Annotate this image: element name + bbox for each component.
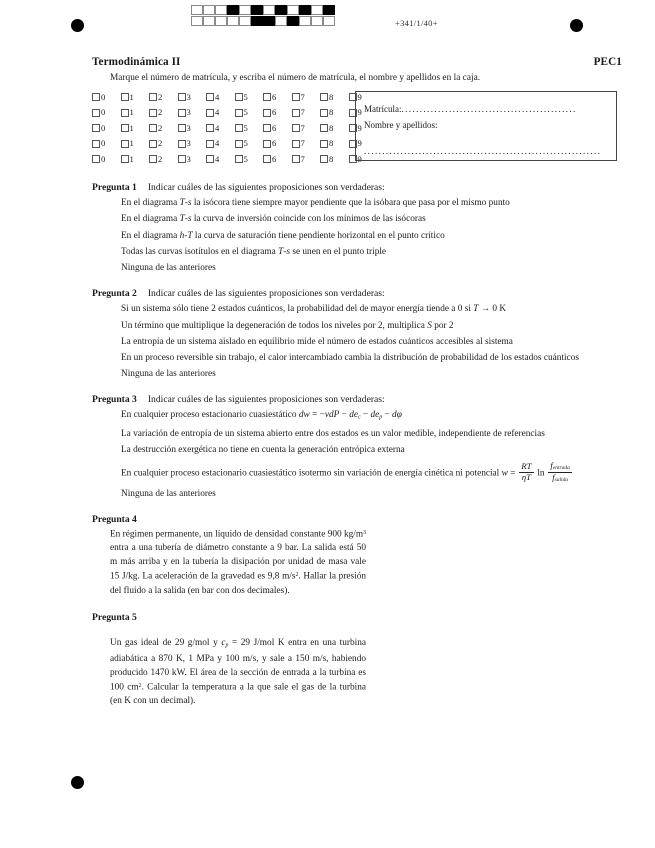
nombre-label: Nombre y apellidos: (364, 120, 438, 130)
question-3 (92, 394, 622, 500)
barcode-cell (251, 5, 263, 15)
matricula-label: Matrícula: (364, 104, 402, 114)
digit-label: 1 (129, 91, 134, 102)
matricula-digit-row (92, 106, 377, 120)
checkbox-icon[interactable] (121, 140, 129, 148)
checkbox-icon[interactable] (92, 124, 100, 132)
digit-label: 8 (329, 138, 334, 149)
identification-box (355, 91, 617, 161)
matricula-digit-6[interactable] (263, 93, 292, 102)
digit-label: 9 (357, 153, 362, 164)
barcode-cell (239, 5, 251, 15)
matricula-digit-2[interactable] (149, 93, 178, 102)
digit-label: 2 (158, 107, 163, 118)
matricula-digit-0[interactable] (92, 139, 121, 148)
matricula-digit-3[interactable] (178, 108, 207, 117)
barcode-cell (299, 5, 311, 15)
matricula-digit-7[interactable] (292, 124, 321, 133)
option[interactable]: Ninguna de las anteriores (121, 488, 216, 499)
barcode-cell (203, 16, 215, 26)
digit-label: 3 (186, 153, 191, 164)
checkbox-icon[interactable] (263, 109, 271, 117)
barcode-cell (191, 16, 203, 26)
digit-label: 8 (329, 153, 334, 164)
matricula-digit-3[interactable] (178, 124, 207, 133)
digit-label: 9 (357, 91, 362, 102)
matricula-digit-5[interactable] (235, 139, 264, 148)
barcode-row (191, 16, 335, 26)
barcode-cell (239, 16, 251, 26)
matricula-digit-2[interactable] (149, 155, 178, 164)
digit-label: 8 (329, 122, 334, 133)
digit-label: 0 (101, 107, 106, 118)
checkbox-icon[interactable] (292, 109, 300, 117)
checkbox-icon[interactable] (235, 155, 243, 163)
instruction-text: Marque el número de matrícula, y escriba el número de matrícula, el nombre y apellidos en la caja. (110, 73, 481, 83)
digit-label: 3 (186, 122, 191, 133)
matricula-digit-1[interactable] (121, 93, 150, 102)
option[interactable]: Si un sistema sólo tiene 2 estados cuánticos, la probabilidad del de mayor energía tiende a 0 si T → 0 K (121, 304, 507, 315)
question-5-label: Pregunta 5 (92, 612, 137, 624)
checkbox-icon[interactable] (263, 93, 271, 101)
identification-block (92, 90, 622, 168)
option[interactable]: Un término que multiplique la degeneración de todos los niveles por 2, multiplica S por 2 (121, 320, 454, 331)
digit-label: 3 (186, 138, 191, 149)
matricula-digit-7[interactable] (292, 93, 321, 102)
digit-label: 1 (129, 122, 134, 133)
digit-label: 2 (158, 122, 163, 133)
checkbox-icon[interactable] (263, 140, 271, 148)
digit-label: 4 (215, 122, 220, 133)
checkbox-icon[interactable] (92, 155, 100, 163)
option[interactable]: La variación de entropía de un sistema abierto entre dos estados es un valor medible, independiente de referencias (121, 428, 545, 439)
digit-label: 9 (357, 107, 362, 118)
checkbox-icon[interactable] (292, 155, 300, 163)
checkbox-icon[interactable] (320, 124, 328, 132)
matricula-digit-7[interactable] (292, 108, 321, 117)
checkbox-icon[interactable] (206, 109, 214, 117)
digit-label: 7 (300, 153, 305, 164)
barcode-cell (287, 5, 299, 15)
matricula-digit-5[interactable] (235, 108, 264, 117)
matricula-digit-8[interactable] (320, 93, 349, 102)
barcode (191, 5, 335, 27)
digit-label: 3 (186, 107, 191, 118)
matricula-digit-7[interactable] (292, 155, 321, 164)
question-1-label: Pregunta 1 (92, 182, 137, 193)
matricula-digit-1[interactable] (121, 124, 150, 133)
question-3-label: Pregunta 3 (92, 394, 137, 406)
checkbox-icon[interactable] (178, 155, 186, 163)
barcode-cell (215, 16, 227, 26)
barcode-cell (263, 5, 275, 15)
option[interactable]: La destrucción exergética no tiene en cuenta la generación entrópica externa (121, 445, 405, 456)
checkbox-icon[interactable] (206, 124, 214, 132)
digit-label: 5 (243, 107, 248, 118)
checkbox-icon[interactable] (121, 124, 129, 132)
digit-label: 8 (329, 91, 334, 102)
checkbox-icon[interactable] (149, 93, 157, 101)
matricula-digit-1[interactable] (121, 108, 150, 117)
matricula-digit-6[interactable] (263, 155, 292, 164)
question-1-header (92, 182, 622, 193)
question-3-header (92, 394, 622, 405)
matricula-digit-5[interactable] (235, 124, 264, 133)
matricula-digit-8[interactable] (320, 139, 349, 148)
checkbox-icon[interactable] (235, 124, 243, 132)
matricula-digit-4[interactable] (206, 93, 235, 102)
question-1 (92, 182, 622, 274)
checkbox-icon[interactable] (320, 109, 328, 117)
option[interactable]: Ninguna de las anteriores (121, 369, 216, 380)
checkbox-icon[interactable] (206, 93, 214, 101)
matricula-digit-row (92, 137, 377, 151)
matricula-digit-5[interactable] (235, 155, 264, 164)
question-4-label: Pregunta 4 (92, 514, 137, 526)
digit-label: 9 (357, 138, 362, 149)
barcode-cell (275, 16, 287, 26)
matricula-digit-3[interactable] (178, 93, 207, 102)
matricula-digit-4[interactable] (206, 124, 235, 133)
digit-label: 9 (357, 122, 362, 133)
question-2-header (92, 288, 622, 299)
matricula-digit-row (92, 90, 377, 104)
matricula-digit-3[interactable] (178, 155, 207, 164)
exam-code: PEC1 (593, 56, 622, 68)
question-5 (92, 612, 622, 709)
checkbox-icon[interactable] (92, 109, 100, 117)
checkbox-icon[interactable] (178, 124, 186, 132)
question-2-options (92, 303, 622, 380)
digit-label: 5 (243, 91, 248, 102)
matricula-digit-8[interactable] (320, 124, 349, 133)
digit-label: 7 (300, 138, 305, 149)
question-3-options (92, 409, 622, 500)
digit-label: 5 (243, 122, 248, 133)
digit-label: 2 (158, 138, 163, 149)
matricula-digit-6[interactable] (263, 124, 292, 133)
checkbox-icon[interactable] (178, 140, 186, 148)
matricula-line (364, 101, 608, 117)
checkbox-icon[interactable] (149, 109, 157, 117)
matricula-digit-0[interactable] (92, 155, 121, 164)
option[interactable]: En cualquier proceso estacionario cuasiestático isotermo sin variación de energía cinética ni potencial w = $\frac{RT}{\eta T}$ ln $\frac{f_{entrada}}{f_{salida}}$ (121, 459, 570, 483)
checkbox-icon[interactable] (206, 140, 214, 148)
matricula-digit-6[interactable] (263, 139, 292, 148)
checkbox-icon[interactable] (235, 93, 243, 101)
barcode-cell (311, 5, 323, 15)
barcode-cell (263, 16, 275, 26)
title-row (92, 56, 622, 68)
checkbox-icon[interactable] (320, 155, 328, 163)
digit-label: 6 (272, 122, 277, 133)
barcode-cell (227, 5, 239, 15)
option[interactable]: La entropía de un sistema aislado en equilibrio mide el número de estados cuánticos accesibles al sistema (121, 336, 513, 347)
checkbox-icon[interactable] (121, 109, 129, 117)
option[interactable]: En el diagrama T-s la isócora tiene siempre mayor pendiente que la isóbara que pasa por el mismo punto (121, 198, 510, 208)
question-4-text: En régimen permanente, un líquido de densidad constante 900 $kg/m^3$ entra a una tubería de diámetro constante a 9 bar. La salida está 50 m más arriba y en la tubería la disipación por unidad de masa vale 15 J/kg. La aceleración de la gravedad es 9,8 $m/s^2$. Hallar la presión del fluido a la salida (en bar con dos decimales). (110, 529, 366, 596)
checkbox-icon[interactable] (92, 93, 100, 101)
checkbox-icon[interactable] (263, 155, 271, 163)
registration-mark-top-left (71, 19, 84, 32)
barcode-cell (227, 16, 239, 26)
digit-label: 6 (272, 107, 277, 118)
checkbox-icon[interactable] (121, 155, 129, 163)
barcode-row (191, 5, 335, 15)
checkbox-icon[interactable] (292, 140, 300, 148)
digit-label: 4 (215, 138, 220, 149)
option[interactable]: En un proceso reversible sin trabajo, el calor intercambiado cambia la distribución de probabilidad de los estados cuánticos (121, 353, 579, 364)
question-3-prompt: Indicar cuáles de las siguientes proposiciones son verdaderas: (147, 394, 385, 406)
digit-label: 5 (243, 153, 248, 164)
digit-label: 2 (158, 91, 163, 102)
digit-label: 3 (186, 91, 191, 102)
question-4 (92, 514, 622, 598)
page-code: +341/1/40+ (395, 18, 438, 28)
checkbox-icon[interactable] (320, 93, 328, 101)
checkbox-icon[interactable] (235, 109, 243, 117)
barcode-cell (311, 16, 323, 26)
checkbox-icon[interactable] (121, 93, 129, 101)
option[interactable]: Ninguna de las anteriores (121, 263, 216, 274)
matricula-digit-4[interactable] (206, 139, 235, 148)
digit-label: 6 (272, 138, 277, 149)
matricula-digit-0[interactable] (92, 93, 121, 102)
content-column (92, 56, 622, 709)
matricula-digit-0[interactable] (92, 124, 121, 133)
digit-label: 0 (101, 138, 106, 149)
checkbox-icon[interactable] (149, 140, 157, 148)
question-5-text: Un gas ideal de 29 g/mol y $c_p = 29$ J/mol K entra en una turbina adiabática a 870 K, 1 MPa y 100 m/s, y sale a 150 m/s, habiendo producido 1470 kW. El área de la sección de entrada a la turbina es 100 $cm^2$. Calcular la temperatura a la que sale el gas de la turbina (en K con un decimal). (110, 638, 367, 707)
checkbox-icon[interactable] (149, 155, 157, 163)
nombre-dots[interactable]: ................................................................. (364, 146, 602, 156)
digit-label: 4 (215, 107, 220, 118)
digit-label: 6 (272, 91, 277, 102)
barcode-cell (203, 5, 215, 15)
digit-label: 7 (300, 91, 305, 102)
digit-label: 4 (215, 91, 220, 102)
option[interactable]: En cualquier proceso estacionario cuasiestático dw = $-vdP - de_c - de_p - d\varphi$ (121, 410, 402, 421)
checkbox-icon[interactable] (292, 124, 300, 132)
question-2-label: Pregunta 2 (92, 288, 137, 300)
digit-label: 8 (329, 107, 334, 118)
matricula-digit-0[interactable] (92, 108, 121, 117)
matricula-digit-1[interactable] (121, 155, 150, 164)
digit-label: 0 (101, 122, 106, 133)
checkbox-icon[interactable] (178, 109, 186, 117)
barcode-cell (287, 16, 299, 26)
barcode-cell (215, 5, 227, 15)
matricula-digit-6[interactable] (263, 108, 292, 117)
matricula-digit-7[interactable] (292, 139, 321, 148)
checkbox-icon[interactable] (206, 155, 214, 163)
checkbox-icon[interactable] (235, 140, 243, 148)
digit-label: 1 (129, 153, 134, 164)
barcode-cell (299, 16, 311, 26)
matricula-digit-row (92, 121, 377, 135)
digit-label: 6 (272, 153, 277, 164)
matricula-digit-3[interactable] (178, 139, 207, 148)
checkbox-icon[interactable] (92, 140, 100, 148)
barcode-cell (323, 5, 335, 15)
matricula-digit-4[interactable] (206, 155, 235, 164)
option[interactable]: En el diagrama h-T la curva de saturación tiene pendiente horizontal en el punto crítico (121, 230, 445, 241)
question-2-prompt: Indicar cuáles de las siguientes proposiciones son verdaderas: (147, 288, 385, 300)
digit-label: 0 (101, 91, 106, 102)
barcode-cell (275, 5, 287, 15)
digit-label: 1 (129, 107, 134, 118)
nombre-line (364, 117, 608, 133)
digit-label: 4 (215, 153, 220, 164)
matricula-digit-8[interactable] (320, 155, 349, 164)
registration-mark-bottom-left (71, 776, 84, 789)
barcode-cell (323, 16, 335, 26)
matricula-digit-4[interactable] (206, 108, 235, 117)
matricula-checkbox-grid[interactable] (92, 90, 377, 168)
matricula-digit-8[interactable] (320, 108, 349, 117)
question-1-prompt: Indicar cuáles de las siguientes proposiciones son verdaderas: (147, 182, 385, 193)
matricula-dots[interactable]: ................................................ (401, 104, 577, 114)
digit-label: 5 (243, 138, 248, 149)
digit-label: 1 (129, 138, 134, 149)
checkbox-icon[interactable] (263, 124, 271, 132)
checkbox-icon[interactable] (149, 124, 157, 132)
digit-label: 7 (300, 122, 305, 133)
digit-label: 7 (300, 107, 305, 118)
barcode-cell (251, 16, 263, 26)
registration-mark-top-right (570, 19, 583, 32)
matricula-digit-1[interactable] (121, 139, 150, 148)
digit-label: 0 (101, 153, 106, 164)
matricula-digit-2[interactable] (149, 124, 178, 133)
checkbox-icon[interactable] (178, 93, 186, 101)
matricula-digit-5[interactable] (235, 93, 264, 102)
matricula-digit-row (92, 152, 377, 166)
digit-label: 2 (158, 153, 163, 164)
checkbox-icon[interactable] (320, 140, 328, 148)
question-2 (92, 288, 622, 380)
option[interactable]: Todas las curvas isotítulos en el diagrama T-s se unen en el punto triple (121, 246, 387, 257)
checkbox-icon[interactable] (292, 93, 300, 101)
course-title: Termodinámica II (92, 56, 181, 68)
matricula-digit-2[interactable] (149, 108, 178, 117)
question-1-options (92, 197, 622, 274)
barcode-cell (191, 5, 203, 15)
option[interactable]: En el diagrama T-s la curva de inversión coincide con los mínimos de las isócoras (121, 214, 426, 225)
matricula-digit-2[interactable] (149, 139, 178, 148)
